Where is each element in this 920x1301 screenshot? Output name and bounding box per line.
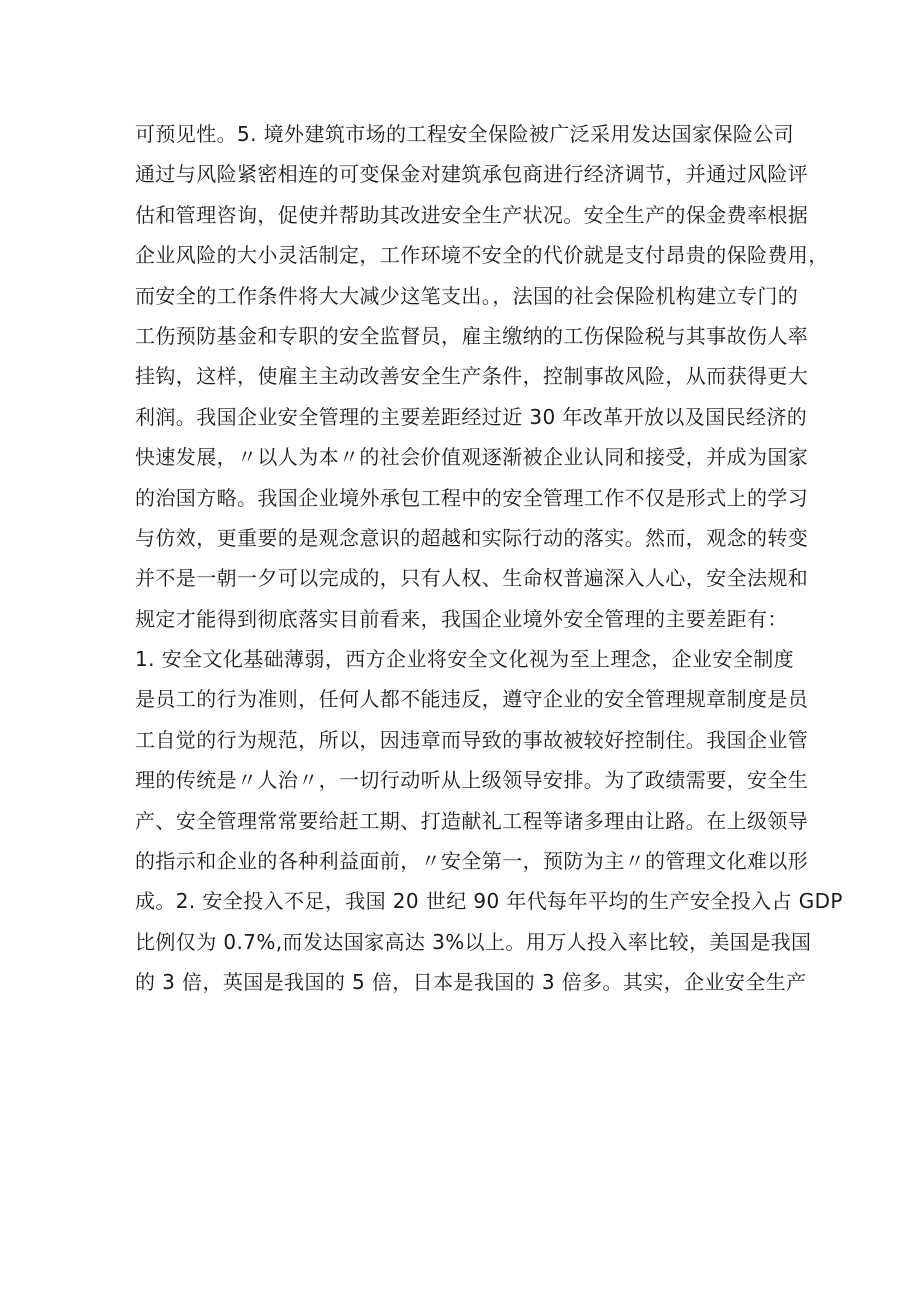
text-line: 1. 安全文化基础薄弱，西方企业将安全文化视为至上理念，企业安全制度 [135,647,795,672]
text-line: 与仿效，更重要的是观念意识的超越和实际行动的落实。然而，观念的转变 [135,525,809,550]
text-line: 的治国方略。我国企业境外承包工程中的安全管理工作不仅是形式上的学习 [135,485,809,510]
text-line: 而安全的工作条件将大大减少这笔支出。，法国的社会保险机构建立专门的 [135,283,799,308]
text-line: 并不是一朝一夕可以完成的，只有人权、生命权普遍深入人心，安全法规和 [135,566,809,591]
text-line: 利润。我国企业安全管理的主要差距经过近 30 年改革开放以及国民经济的 [135,404,808,429]
text-line: 估和管理咨询，促使并帮助其改进安全生产状况。安全生产的保金费率根据 [135,202,809,227]
text-line: 比例仅为 0.7%,而发达国家高达 3%以上。用万人投入率比较，美国是我国 [135,929,812,954]
text-line: 理的传统是〃人治〃，一切行动听从上级领导安排。为了政绩需要，安全生 [135,768,809,793]
text-line: 产、安全管理常常要给赶工期、打造献礼工程等诸多理由让路。在上级领导 [135,808,809,833]
body-text [135,114,843,1003]
text-line: 快速发展，〃以人为本〃的社会价值观逐渐被企业认同和接受，并成为国家 [135,445,809,470]
text-line: 通过与风险紧密相连的可变保金对建筑承包商进行经济调节，并通过风险评 [135,162,809,187]
text-line: 的指示和企业的各种利益面前，〃安全第一，预防为主〃的管理文化难以形 [135,849,809,874]
text-line: 工自觉的行为规范，所以，因违章而导致的事故被较好控制住。我国企业管 [135,727,809,752]
text-line: 工伤预防基金和专职的安全监督员，雇主缴纳的工伤保险税与其事故伤人率 [135,323,809,348]
text-line: 的 3 倍，英国是我国的 5 倍，日本是我国的 3 倍多。其实，企业安全生产 [135,970,807,995]
text-line: 成。2. 安全投入不足，我国 20 世纪 90 年代每年平均的生产安全投入占 GDP [135,889,843,914]
text-line: 规定才能得到彻底落实目前看来，我国企业境外安全管理的主要差距有： [135,606,788,631]
text-line: 企业风险的大小灵活制定，工作环境不安全的代价就是支付昂贵的保险费用， [135,243,829,268]
text-line: 是员工的行为准则，任何人都不能违反，遵守企业的安全管理规章制度是员 [135,687,809,712]
text-line: 挂钩，这样，使雇主主动改善安全生产条件，控制事故风险，从而获得更大 [135,364,809,389]
text-line: 可预见性。5. 境外建筑市场的工程安全保险被广泛采用发达国家保险公司 [135,122,795,146]
